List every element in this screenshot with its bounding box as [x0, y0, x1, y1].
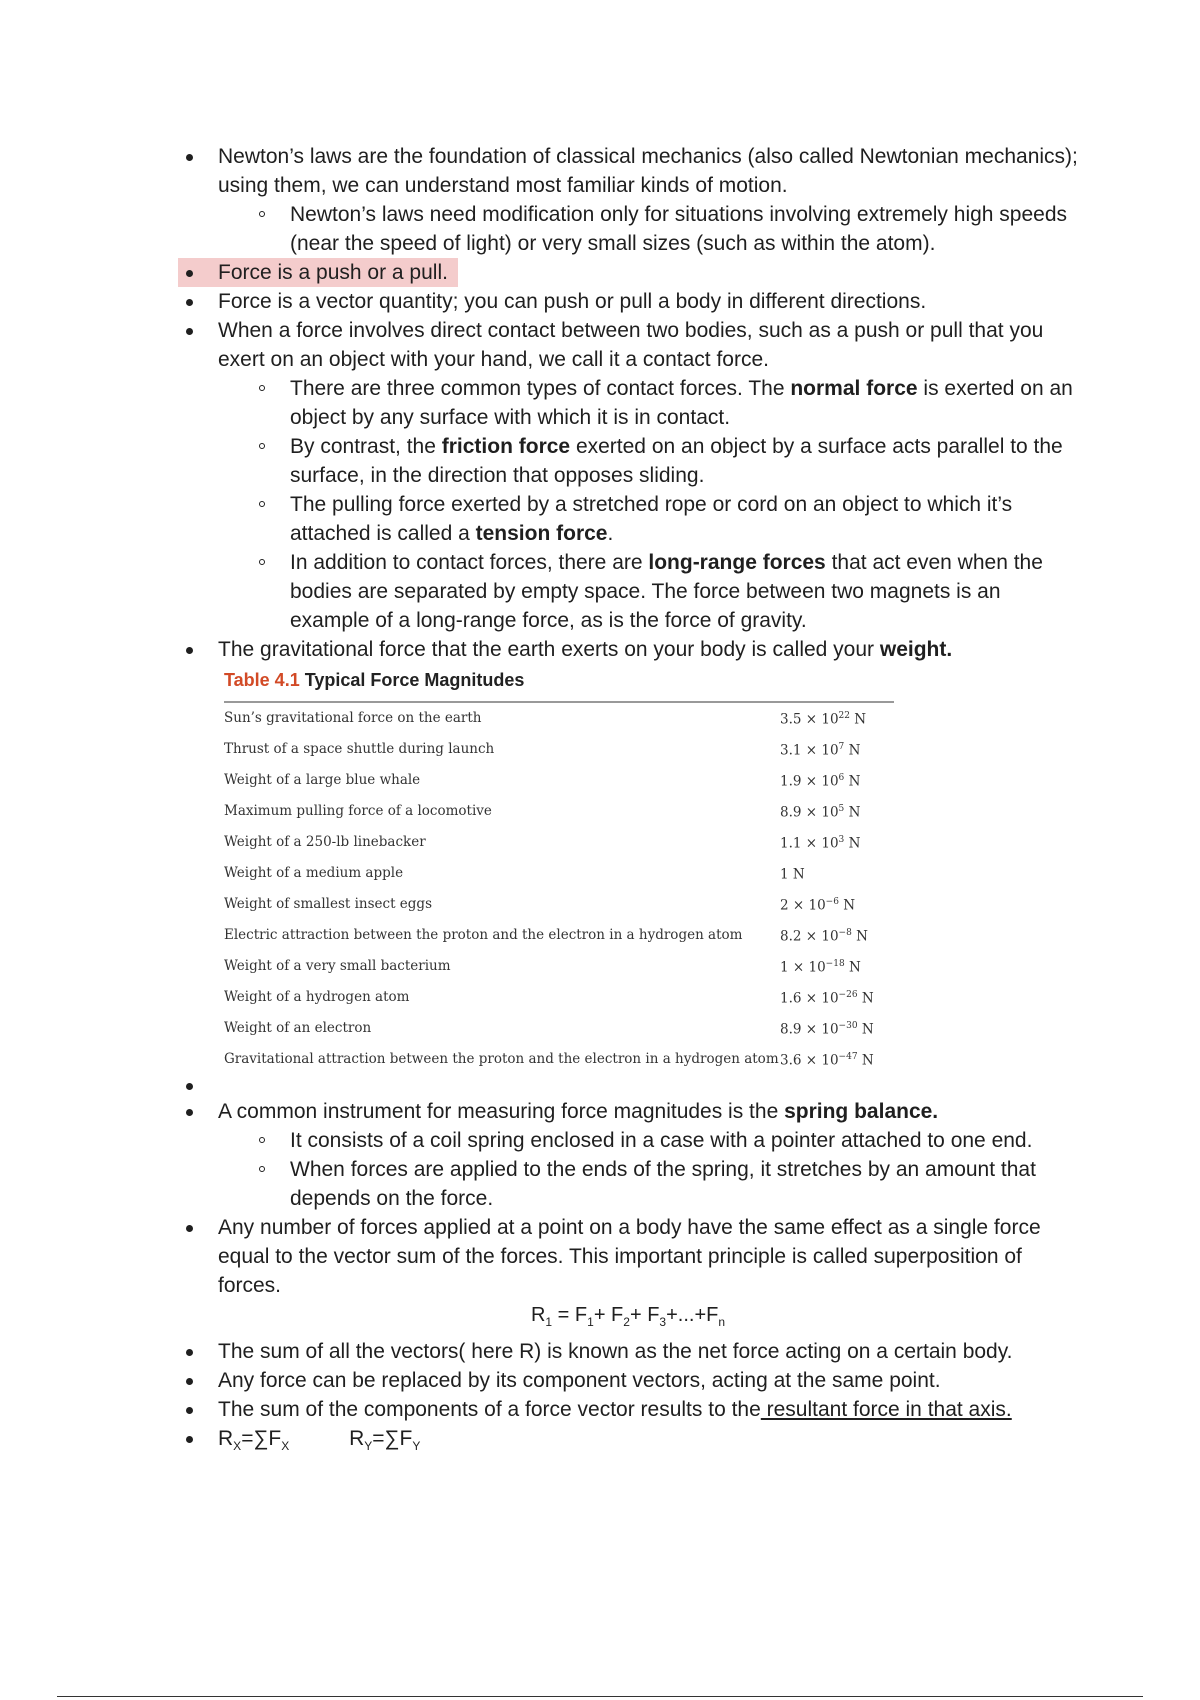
row-value: $1.6 \times 10^{-26}$ N [780, 990, 874, 1007]
row-description: Weight of a medium apple [224, 865, 404, 881]
sub-list-item [218, 432, 1078, 490]
list-item [178, 316, 1078, 635]
eq-part: = F [552, 1304, 588, 1326]
row-value: $8.9 \times 10^{-30}$ N [780, 1021, 874, 1038]
sub-list [218, 1126, 1078, 1213]
row-description: Maximum pulling force of a locomotive [224, 803, 492, 819]
underlined-text: resultant force in that axis. [760, 1398, 1012, 1421]
eq-sub: n [718, 1315, 726, 1329]
bullet-text: When a force involves direct contact between two bodies, such as a push or pull that you exert on an object with your hand, we call it a contact force. [218, 319, 1044, 371]
table-row [224, 796, 894, 827]
sub-list-item [218, 548, 1078, 635]
row-description: Weight of a large blue whale [224, 772, 421, 788]
force-magnitudes-table [224, 666, 894, 1075]
row-value: $3.6 \times 10^{-47}$ N [780, 1052, 874, 1069]
text-run: The pulling force exerted by a stretched rope or cord on an object to which it’s attached is called a [290, 493, 1013, 545]
text-run: By contrast, the [290, 435, 442, 458]
row-description: Weight of a very small bacterium [224, 958, 451, 974]
row-value: $3.1 \times 10^7$ N [780, 742, 861, 759]
table-number: Table 4.1 [224, 670, 300, 690]
row-value: $3.5 \times 10^{22}$ N [780, 711, 867, 728]
table-title: Typical Force Magnitudes [299, 670, 525, 690]
table-caption [224, 666, 894, 703]
sub-list-item [218, 490, 1078, 548]
table-row [224, 1013, 894, 1044]
list-item [178, 1097, 1078, 1213]
list-item [178, 1366, 1078, 1395]
row-description: Thrust of a space shuttle during launch [224, 741, 495, 757]
row-value: $1 \times 10^{-18}$ N [780, 959, 861, 976]
bold-term: normal force [790, 377, 918, 400]
table-row [224, 765, 894, 796]
eq-sub: 1 [587, 1315, 594, 1329]
list-item [178, 142, 1078, 258]
bold-term: friction force [441, 435, 571, 458]
ry-formula: $R_Y=\sum F_Y$ [349, 1427, 421, 1454]
table-row [224, 827, 894, 858]
sub-list-item [218, 1155, 1078, 1213]
row-description: Weight of a hydrogen atom [224, 989, 410, 1005]
table-body [224, 703, 894, 1075]
text-run: The sum of the components of a force vector results to the [218, 1398, 761, 1421]
eq-part: + F [629, 1304, 660, 1326]
eq-part: +...+F [666, 1304, 719, 1326]
table-row [224, 1044, 894, 1075]
table-row [224, 982, 894, 1013]
bullet-text: The sum of all the vectors( here R) is known as the net force acting on a certain body. [218, 1340, 1013, 1363]
table-row [224, 920, 894, 951]
eq-sub: 1 [545, 1315, 553, 1329]
text-run: exerted on an object by a surface acts parallel to the surface, in the direction that opposes sliding. [290, 435, 1063, 487]
bold-term: weight. [879, 638, 953, 661]
row-description: Weight of a 250-lb linebacker [224, 834, 426, 850]
bullet-text: Any number of forces applied at a point on a body have the same effect as a single force equal to the vector sum of the forces. This important principle is called superposition of forces. [218, 1216, 1041, 1297]
rx-formula: $R_X=\sum F_X$ [218, 1427, 290, 1454]
row-description: Gravitational attraction between the proton and the electron in a hydrogen atom [224, 1051, 779, 1067]
footer-rule [57, 1696, 1143, 1697]
row-description: Electric attraction between the proton and the electron in a hydrogen atom [224, 927, 743, 943]
highlighted-text: Force is a push or a pull. [178, 258, 458, 287]
bullet-text: Newton’s laws are the foundation of classical mechanics (also called Newtonian mechanics); using them, we can understand most familiar kinds of motion. [218, 145, 1078, 197]
eq-part: + F [593, 1304, 624, 1326]
text-run: There are three common types of contact forces. The [290, 377, 791, 400]
text-run: is exerted on an object by any surface with which it is in contact. [290, 377, 1073, 429]
row-value: $8.2 \times 10^{-8}$ N [780, 928, 868, 945]
list-item [178, 1424, 1078, 1461]
sub-list-item [218, 374, 1078, 432]
row-value: $1.9 \times 10^6$ N [780, 773, 861, 790]
sub-list [218, 374, 1078, 635]
text-run: that act even when the bodies are separated by empty space. The force between two magnets is an example of a long-range force, as is the force of gravity. [290, 551, 1043, 632]
row-description: Sun’s gravitational force on the earth [224, 710, 482, 726]
text-run: A common instrument for measuring force magnitudes is the [218, 1100, 785, 1123]
row-value: $8.9 \times 10^5$ N [780, 804, 861, 821]
bold-term: tension force [475, 522, 608, 545]
sub-list-item [218, 1126, 1078, 1155]
sub-list [218, 200, 1078, 258]
text-run: In addition to contact forces, there are [290, 551, 649, 574]
row-value: $2 \times 10^{-6}$ N [780, 897, 856, 914]
sub-bullet-text: Newton’s laws need modification only for situations involving extremely high speeds (near the speed of light) or very small sizes (such as within the atom). [290, 203, 1068, 255]
list-item-empty [178, 1075, 1078, 1097]
table-row [224, 951, 894, 982]
eq-sub: 2 [623, 1315, 630, 1329]
list-item [178, 1395, 1078, 1424]
list-item [178, 287, 1078, 316]
table-row [224, 858, 894, 889]
sub-list-item [218, 200, 1078, 258]
superposition-equation [178, 1300, 1078, 1337]
row-value: $1.1 \times 10^3$ N [780, 835, 861, 852]
table-row [224, 889, 894, 920]
bullet-text: Any force can be replaced by its component vectors, acting at the same point. [218, 1369, 941, 1392]
list-item [178, 1337, 1078, 1366]
row-value: 1 N [780, 866, 805, 883]
list-item [178, 635, 1078, 1075]
eq-part: R [530, 1304, 546, 1326]
row-description: Weight of an electron [224, 1020, 372, 1036]
text-run: . [607, 522, 614, 545]
list-item [178, 1213, 1078, 1337]
bold-term: long-range forces [648, 551, 826, 574]
sub-bullet-text: When forces are applied to the ends of the spring, it stretches by an amount that depends on the force. [290, 1158, 1036, 1210]
table-row [224, 703, 894, 734]
sub-bullet-text: It consists of a coil spring enclosed in a case with a pointer attached to one end. [290, 1129, 1033, 1152]
list-item-highlighted [178, 258, 1078, 287]
table-row [224, 734, 894, 765]
text-run: The gravitational force that the earth exerts on your body is called your [218, 638, 880, 661]
bullet-text: Force is a vector quantity; you can push or pull a body in different directions. [218, 290, 927, 313]
bold-term: spring balance. [784, 1100, 939, 1123]
row-description: Weight of smallest insect eggs [224, 896, 433, 912]
bullet-list [178, 142, 1078, 1461]
eq-sub: 3 [659, 1315, 667, 1329]
